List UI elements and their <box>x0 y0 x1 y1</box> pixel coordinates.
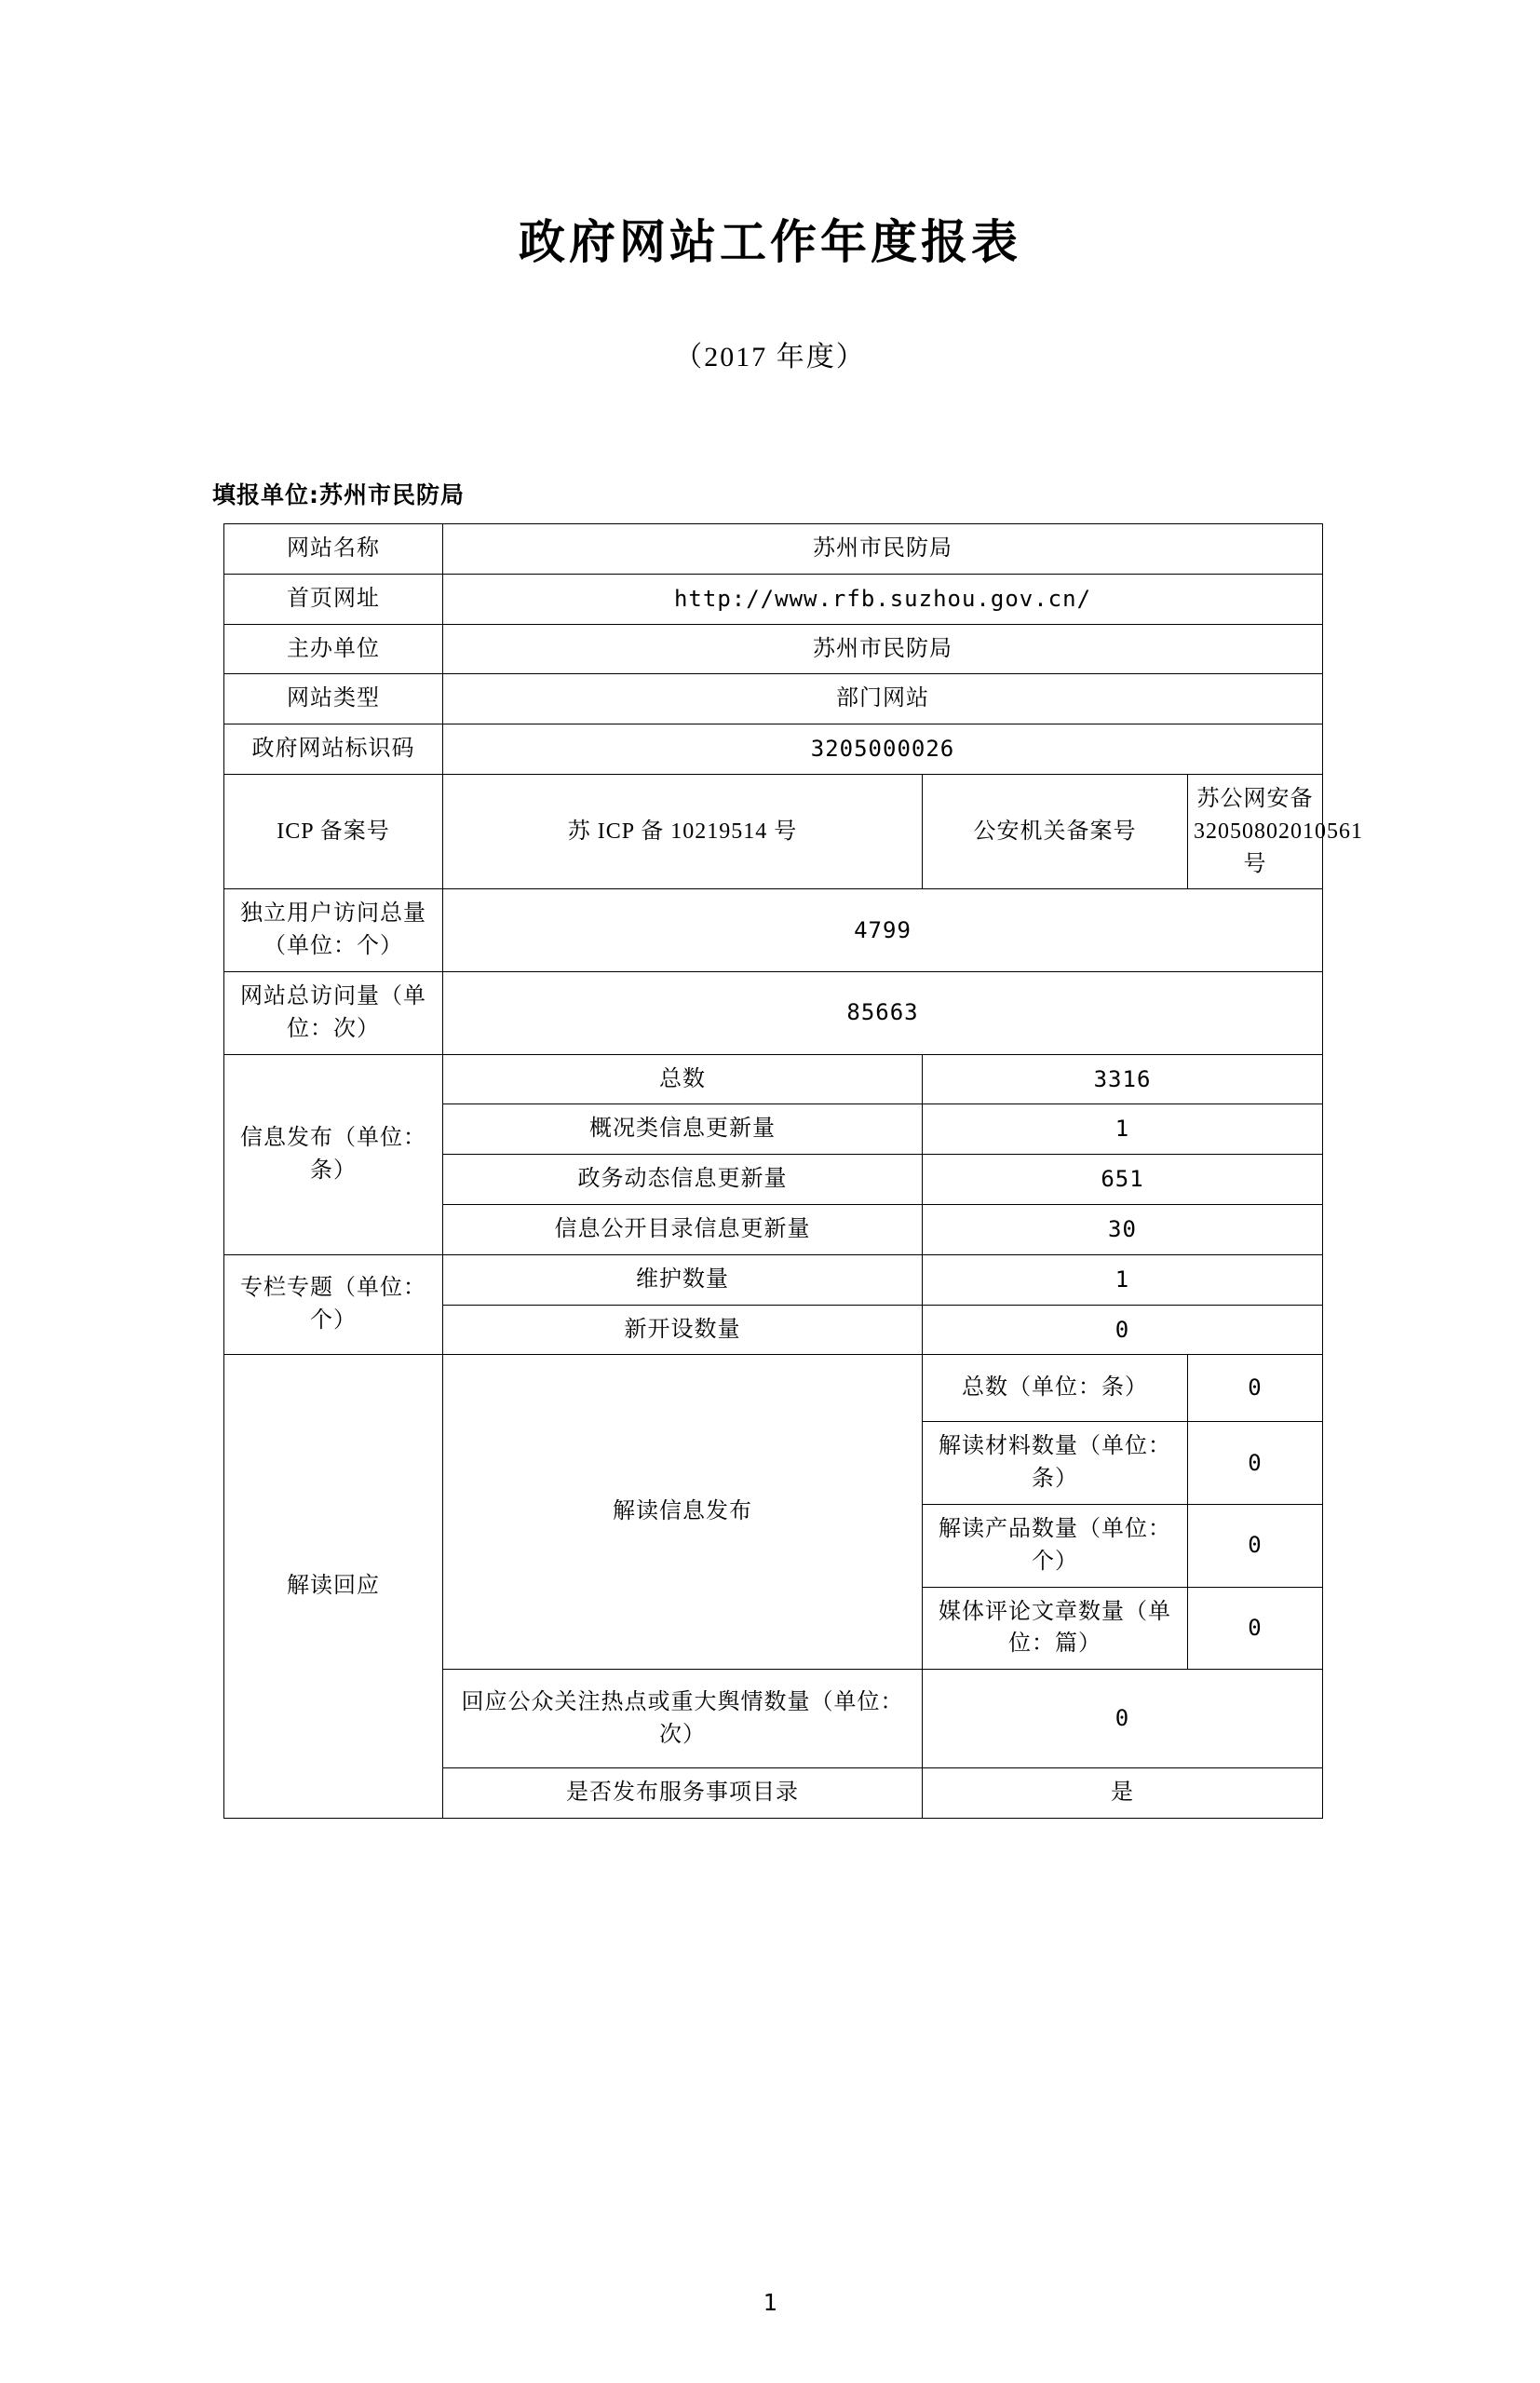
page-title: 政府网站工作年度报表 <box>519 215 1021 269</box>
page-number: 1 <box>763 2289 777 2316</box>
info-dynamic-value: 651 <box>923 1155 1323 1205</box>
police-record-label: 公安机关备案号 <box>923 774 1188 888</box>
info-overview-value: 1 <box>923 1104 1323 1155</box>
table-row <box>224 674 1323 724</box>
interpretation-total-label: 总数（单位：条） <box>923 1355 1188 1422</box>
table-row <box>224 1054 1323 1104</box>
info-release-label: 信息发布（单位：条） <box>224 1054 443 1254</box>
interpretation-release-label: 解读信息发布 <box>443 1355 923 1670</box>
service-catalog-value: 是 <box>923 1768 1323 1819</box>
unique-visitors-value: 4799 <box>443 889 1323 972</box>
sponsor-label: 主办单位 <box>224 624 443 674</box>
service-catalog-label: 是否发布服务事项目录 <box>443 1768 923 1819</box>
info-catalog-value: 30 <box>923 1204 1323 1254</box>
site-name-value: 苏州市民防局 <box>443 524 1323 575</box>
info-overview-label: 概况类信息更新量 <box>443 1104 923 1155</box>
column-maintain-value: 1 <box>923 1254 1323 1305</box>
column-new-label: 新开设数量 <box>443 1305 923 1355</box>
info-total-value: 3316 <box>923 1054 1323 1104</box>
table-row <box>224 1254 1323 1305</box>
column-topic-label: 专栏专题（单位：个） <box>224 1254 443 1355</box>
info-total-label: 总数 <box>443 1054 923 1104</box>
site-name-label: 网站名称 <box>224 524 443 575</box>
table-row <box>224 574 1323 624</box>
column-maintain-label: 维护数量 <box>443 1254 923 1305</box>
table-row <box>224 624 1323 674</box>
sponsor-value: 苏州市民防局 <box>443 624 1323 674</box>
unique-visitors-label: 独立用户访问总量（单位：个） <box>224 889 443 972</box>
interpretation-material-value: 0 <box>1188 1422 1323 1505</box>
interpretation-total-value: 0 <box>1188 1355 1323 1422</box>
interpretation-response-label: 解读回应 <box>224 1355 443 1819</box>
media-comment-value: 0 <box>1188 1587 1323 1670</box>
icp-label: ICP 备案号 <box>224 774 443 888</box>
table-row <box>224 889 1323 972</box>
icp-value: 苏 ICP 备 10219514 号 <box>443 774 923 888</box>
site-type-value: 部门网站 <box>443 674 1323 724</box>
table-row <box>224 524 1323 575</box>
reporting-unit: 填报单位:苏州市民防局 <box>212 481 465 508</box>
table-row <box>224 1355 1323 1422</box>
hotspot-response-label: 回应公众关注热点或重大舆情数量（单位：次） <box>443 1670 923 1768</box>
interpretation-product-value: 0 <box>1188 1504 1323 1587</box>
total-visits-label: 网站总访问量（单位：次） <box>224 971 443 1054</box>
site-code-label: 政府网站标识码 <box>224 724 443 775</box>
info-catalog-label: 信息公开目录信息更新量 <box>443 1204 923 1254</box>
hotspot-response-value: 0 <box>923 1670 1323 1768</box>
document-page <box>0 205 1540 2383</box>
media-comment-label: 媒体评论文章数量（单位：篇） <box>923 1587 1188 1670</box>
column-new-value: 0 <box>923 1305 1323 1355</box>
interpretation-product-label: 解读产品数量（单位：个） <box>923 1504 1188 1587</box>
total-visits-value: 85663 <box>443 971 1323 1054</box>
page-subtitle: （2017 年度） <box>674 342 866 372</box>
home-url-label: 首页网址 <box>224 574 443 624</box>
site-code-value: 3205000026 <box>443 724 1323 775</box>
interpretation-material-label: 解读材料数量（单位：条） <box>923 1422 1188 1505</box>
info-dynamic-label: 政务动态信息更新量 <box>443 1155 923 1205</box>
table-row <box>224 971 1323 1054</box>
home-url-value: http://www.rfb.suzhou.gov.cn/ <box>443 574 1323 624</box>
table-row <box>224 774 1323 888</box>
police-record-value: 苏公网安备 32050802010561 号 <box>1188 774 1323 888</box>
annual-report-table <box>223 523 1363 1819</box>
table-row <box>224 724 1323 775</box>
site-type-label: 网站类型 <box>224 674 443 724</box>
